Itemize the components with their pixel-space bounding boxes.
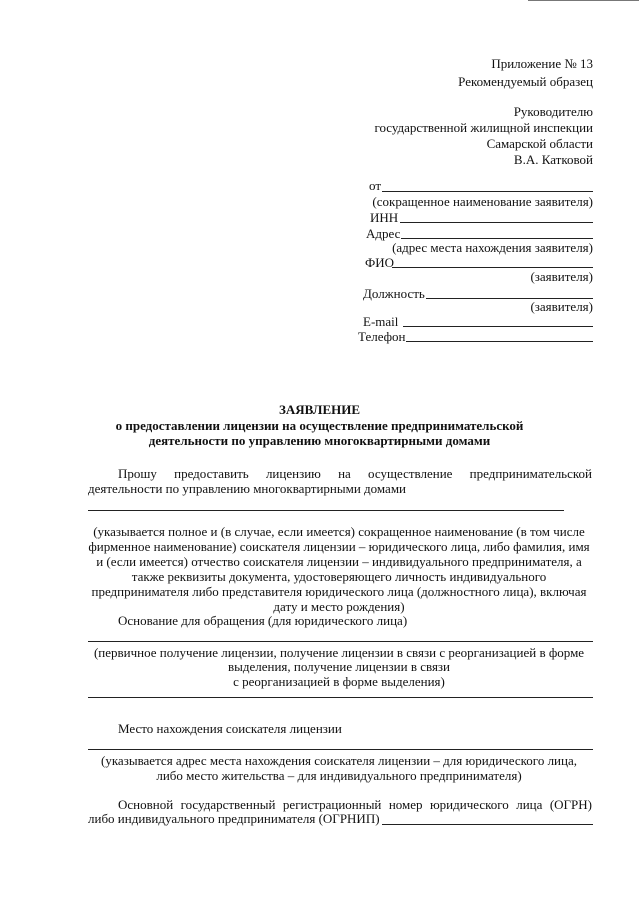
applicant-name-line[interactable] (88, 510, 564, 511)
basis-note-1: (первичное получение лицензии, получение лицензии в связи с реорганизацией в форме (93, 645, 585, 660)
location-note-2: либо место жительства – для индивидуального предпринимателя) (156, 768, 522, 783)
ogrn-field-line[interactable] (382, 824, 593, 825)
basis-field-line-2[interactable] (88, 697, 593, 698)
basis-field-line[interactable] (88, 641, 593, 642)
sample-label: Рекомендуемый образец (458, 74, 593, 89)
basis-note-3: с реорганизацией в форме выделения) (233, 674, 445, 689)
location-note-1: (указывается адрес места нахождения соискателя лицензии – для юридического лица, (100, 753, 577, 768)
ogrn-line-2: либо индивидуального предпринимателя (ОГРНИП) (88, 811, 380, 826)
inn-label: ИНН (370, 210, 399, 225)
fio-field-line[interactable] (392, 267, 593, 268)
position-label: Должность (363, 286, 425, 301)
document-title: ЗАЯВЛЕНИЕ (278, 402, 361, 417)
address-hint: (адрес места нахождения заявителя) (392, 240, 593, 255)
fio-label: ФИО (365, 255, 395, 270)
addressee-line-3: Самарской области (486, 136, 593, 151)
from-label: от (369, 178, 382, 193)
location-field-line[interactable] (88, 749, 593, 750)
email-field-line[interactable] (403, 326, 593, 327)
title-subtitle-1: о предоставлении лицензии на осуществление предпринимательской (115, 418, 524, 433)
location-label: Место нахождения соискателя лицензии (118, 721, 342, 736)
top-edge-line (528, 0, 639, 1)
basis-label: Основание для обращения (для юридического лица) (118, 613, 408, 628)
phone-label: Телефон (358, 329, 406, 344)
applicant-name-note: (указывается полное и (в случае, если имеется) сокращенное наименование (в том числе фирменное наименование) соискателя лицензии – юридического лица, либо фамилия, имя и (если имеется) отчество соискателя лицензии – индивидуального предпринимателя, а также реквизиты документа, удостоверяющего личность индивидуального предпринимателя либо представителя юридического лица (должностного лица), включая дату и место рождения) (88, 524, 590, 614)
addressee-line-1: Руководителю (513, 104, 593, 119)
ogrn-line-1: Основной государственный регистрационный номер юридического лица (ОГРН) (118, 797, 592, 812)
title-subtitle-2: деятельности по управлению многоквартирными домами (148, 433, 491, 448)
addressee-line-2: государственной жилищной инспекции (374, 120, 593, 135)
phone-field-line[interactable] (406, 341, 593, 342)
applicant-hint-2: (заявителя) (530, 299, 593, 314)
from-field-line[interactable] (382, 191, 593, 192)
short-name-hint: (сокращенное наименование заявителя) (372, 194, 593, 209)
addressee-line-4: В.А. Катковой (513, 152, 593, 167)
address-label: Адрес (366, 226, 401, 241)
request-line-1: Прошу предоставить лицензию на осуществление предпринимательской (118, 466, 592, 481)
request-line-2: деятельности по управлению многоквартирными домами (88, 481, 406, 496)
inn-field-line[interactable] (400, 222, 593, 223)
address-field-line[interactable] (401, 238, 593, 239)
applicant-hint-1: (заявителя) (530, 269, 593, 284)
appendix-number: Приложение № 13 (491, 56, 593, 71)
email-label: E-mail (363, 314, 399, 329)
basis-note-2: выделения, получение лицензии в связи (227, 659, 451, 674)
